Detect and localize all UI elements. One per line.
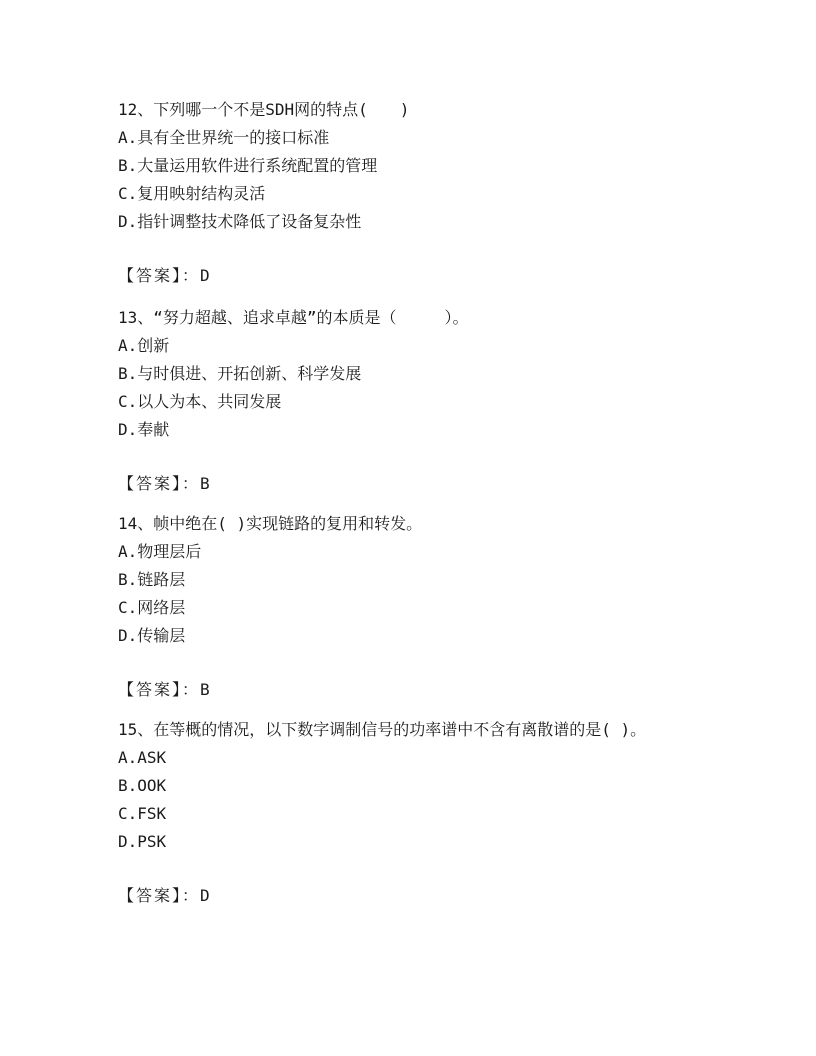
question-document [118, 96, 718, 912]
question-12 [118, 96, 718, 290]
answer-row [118, 470, 718, 498]
answer-row [118, 262, 718, 290]
question-13 [118, 304, 718, 498]
answer-label: 【答案】： [118, 474, 201, 493]
answer-value: B [200, 474, 210, 493]
option-b: B.链路层 [118, 570, 186, 589]
option-d: D.指针调整技术降低了设备复杂性 [118, 212, 362, 231]
question-title: 15、在等概的情况，以下数字调制信号的功率谱中不含有离散谱的是( )。 [118, 720, 647, 739]
option-a: A.物理层后 [118, 542, 202, 561]
answer-value: B [200, 680, 210, 699]
question-title: 13、“努力超越、追求卓越”的本质是（ ）。 [118, 308, 469, 327]
option-d: D.奉献 [118, 420, 170, 439]
answer-label: 【答案】： [118, 886, 201, 905]
answer-label: 【答案】： [118, 266, 201, 285]
answer-value: D [200, 886, 210, 905]
option-a: A.具有全世界统一的接口标准 [118, 128, 330, 147]
option-c: C.FSK [118, 804, 167, 823]
option-c: C.网络层 [118, 598, 186, 617]
question-15 [118, 716, 718, 910]
answer-value: D [200, 266, 210, 285]
option-a: A.ASK [118, 748, 167, 767]
option-b: B.OOK [118, 776, 167, 795]
option-d: D.传输层 [118, 626, 186, 645]
question-14 [118, 510, 718, 704]
option-d: D.PSK [118, 832, 167, 851]
option-b: B.大量运用软件进行系统配置的管理 [118, 156, 378, 175]
answer-label: 【答案】： [118, 680, 201, 699]
answer-row [118, 676, 718, 704]
option-c: C.以人为本、共同发展 [118, 392, 282, 411]
question-title: 12、下列哪一个不是SDH网的特点( ) [118, 100, 410, 119]
answer-row [118, 882, 718, 910]
option-b: B.与时俱进、开拓创新、科学发展 [118, 364, 362, 383]
question-title: 14、帧中绝在( )实现链路的复用和转发。 [118, 514, 423, 533]
option-a: A.创新 [118, 336, 170, 355]
option-c: C.复用映射结构灵活 [118, 184, 266, 203]
